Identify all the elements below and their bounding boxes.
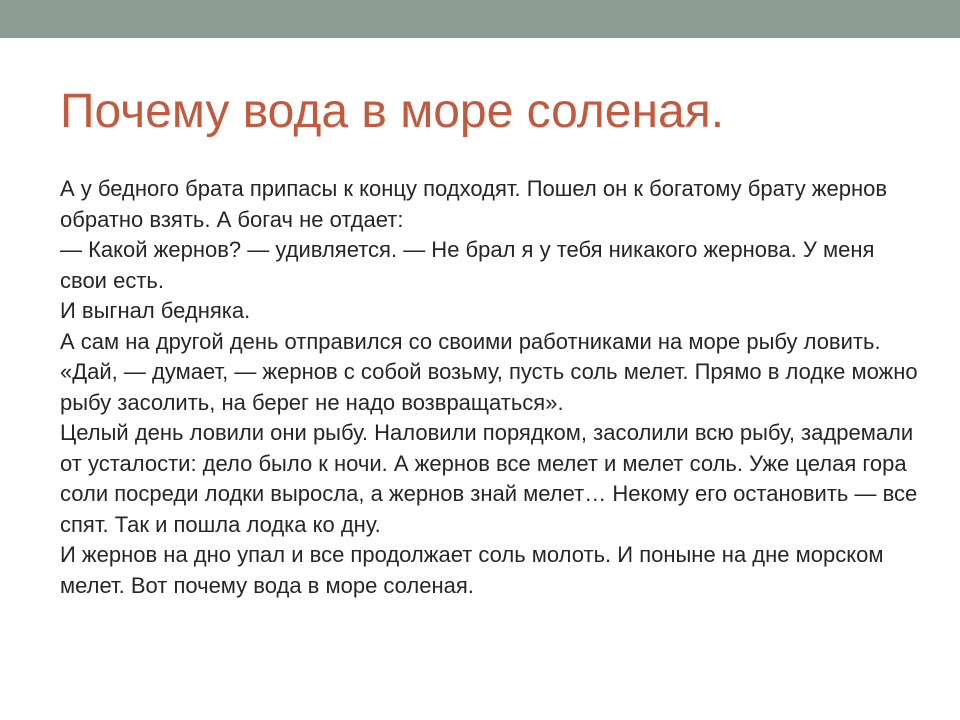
slide-body (60, 174, 920, 601)
body-paragraph: А сам на другой день отправился со своими работниками на море рыбу ловить. «Дай, — думает, — жернов с собой возьму, пусть соль мелет. Прямо в лодке можно рыбу засолить, на берег не надо возвращаться». (60, 328, 918, 415)
body-paragraph: А у бедного брата припасы к концу подходят. Пошел он к богатому брату жернов обратно взять. А богач не отдает: (60, 176, 888, 232)
slide-title: Почему вода в море соленая. (60, 85, 725, 138)
body-paragraph: — Какой жернов? — удивляется. — Не брал я у тебя никакого жернова. У меня свои есть. (60, 237, 875, 293)
top-decorative-band (0, 0, 960, 38)
body-paragraph: И выгнал бедняка. (60, 298, 251, 323)
body-paragraph: И жернов на дно упал и все продолжает соль молоть. И поныне на дне морском мелет. Вот почему вода в море соленая. (60, 542, 884, 598)
body-paragraph: Целый день ловили они рыбу. Наловили порядком, засолили всю рыбу, задремали от усталости: дело было к ночи. А жернов все мелет и мелет соль. Уже целая гора соли посреди лодки выросла, а жернов знай мелет… Некому его остановить — все спят. Так и пошла лодка ко дну. (60, 420, 918, 537)
